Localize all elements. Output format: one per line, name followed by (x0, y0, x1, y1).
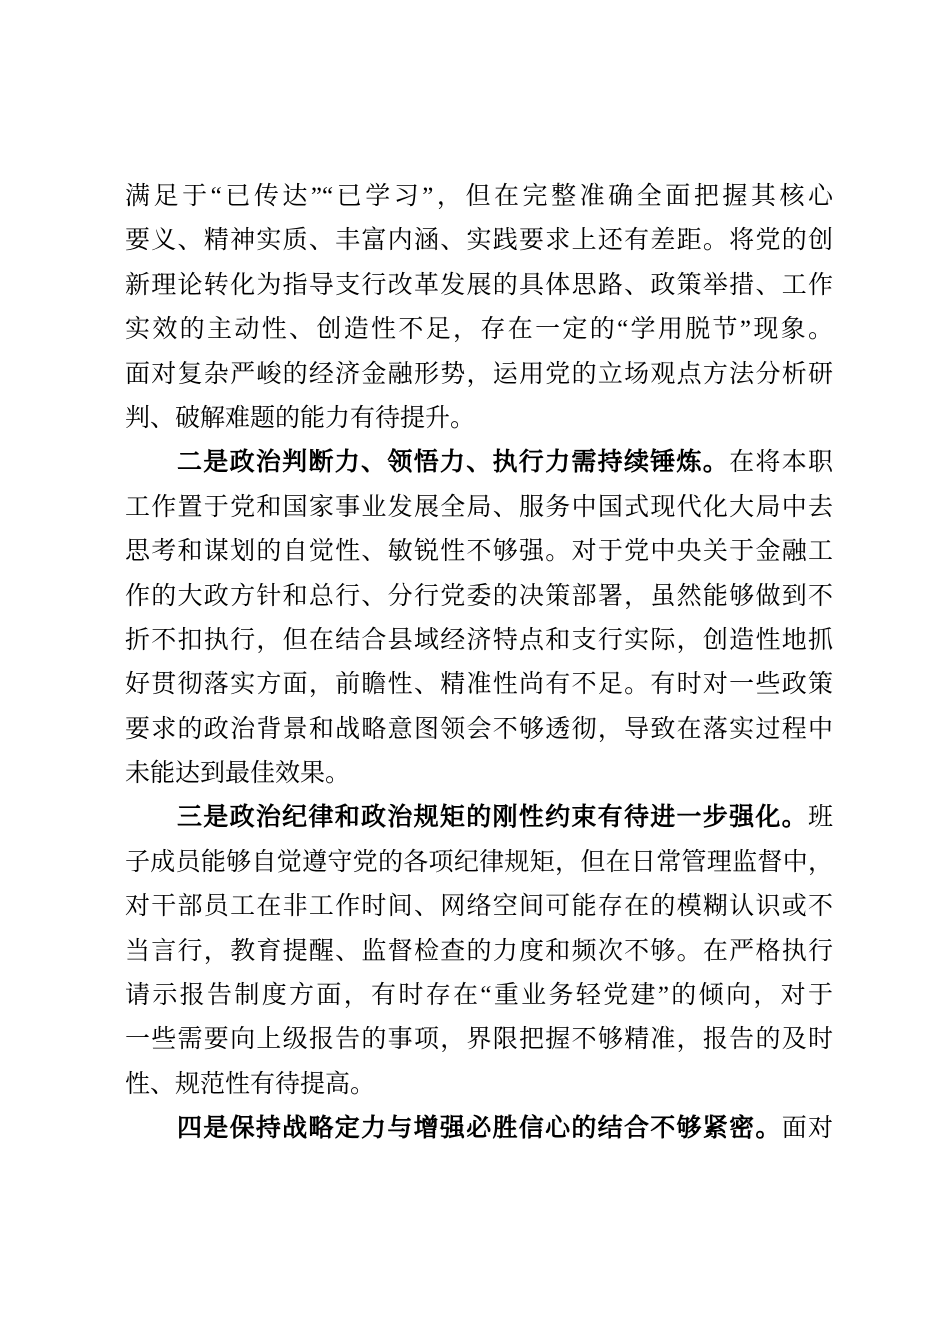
text-line (125, 708, 833, 752)
body-text: 实效的主动性、创造性不足，存在一定的“学用脱节”现象。 (125, 316, 833, 344)
body-text: 要求的政治背景和战略意图领会不够透彻，导致在落实过程中 (125, 715, 833, 743)
body-text: 面对复杂严峻的经济金融形势，运用党的立场观点方法分析研 (125, 360, 833, 388)
body-text: 在将本职 (729, 449, 833, 477)
text-line (125, 486, 833, 530)
text-line (125, 1063, 833, 1107)
body-text: 折不扣执行，但在结合县域经济特点和支行实际，创造性地抓 (125, 626, 833, 654)
body-text: 子成员能够自觉遵守党的各项纪律规矩，但在日常管理监督中， (125, 848, 833, 876)
body-text: 思考和谋划的自觉性、敏锐性不够强。对于党中央关于金融工 (125, 538, 833, 566)
body-text: 未能达到最佳效果。 (125, 760, 351, 788)
body-text: 要义、精神实质、丰富内涵、实践要求上还有差距。将党的创 (125, 227, 833, 255)
body-text: 请示报告制度方面，有时存在“重业务轻党建”的倾向，对于 (125, 982, 833, 1010)
body-text: 判、破解难题的能力有待提升。 (125, 404, 476, 432)
text-line (125, 175, 833, 219)
text-line (125, 1018, 833, 1062)
text-line (125, 885, 833, 929)
paragraph-lead-bold-text: 三是政治纪律和政治规矩的刚性约束有待进一步强化。 (177, 804, 808, 832)
text-line (125, 1107, 833, 1151)
text-line (125, 308, 833, 352)
body-text: 新理论转化为指导支行改革发展的具体思路、政策举措、工作 (125, 271, 833, 299)
paragraph-lead-bold-text: 四是保持战略定力与增强必胜信心的结合不够紧密。 (177, 1115, 782, 1143)
body-text: 一些需要向上级报告的事项，界限把握不够精准，报告的及时 (125, 1026, 833, 1054)
body-text: 性、规范性有待提高。 (125, 1070, 376, 1098)
text-line (125, 530, 833, 574)
body-text: 满足于“已传达”“已学习”，但在完整准确全面把握其核心 (125, 183, 833, 210)
text-line (125, 264, 833, 308)
text-line (125, 841, 833, 885)
paragraph-lead-bold-text: 二是政治判断力、领悟力、执行力需持续锤炼。 (177, 449, 730, 477)
text-line (125, 752, 833, 796)
text-line (125, 796, 833, 840)
text-line (125, 575, 833, 619)
body-text: 班 (807, 804, 833, 832)
body-text: 作的大政方针和总行、分行党委的决策部署，虽然能够做到不 (125, 582, 833, 610)
text-line (125, 353, 833, 397)
text-block (125, 175, 833, 1152)
body-text: 当言行，教育提醒、监督检查的力度和频次不够。在严格执行 (125, 937, 833, 965)
body-text: 好贯彻落实方面，前瞻性、精准性尚有不足。有时对一些政策 (125, 671, 833, 699)
text-line (125, 974, 833, 1018)
body-text: 工作置于党和国家事业发展全局、服务中国式现代化大局中去 (125, 493, 833, 521)
text-line (125, 663, 833, 707)
text-line (125, 930, 833, 974)
text-line (125, 397, 833, 441)
body-text: 面对 (781, 1115, 833, 1143)
text-line (125, 619, 833, 663)
text-line (125, 441, 833, 485)
text-line (125, 219, 833, 263)
body-text: 对干部员工在非工作时间、网络空间可能存在的模糊认识或不 (125, 893, 833, 921)
